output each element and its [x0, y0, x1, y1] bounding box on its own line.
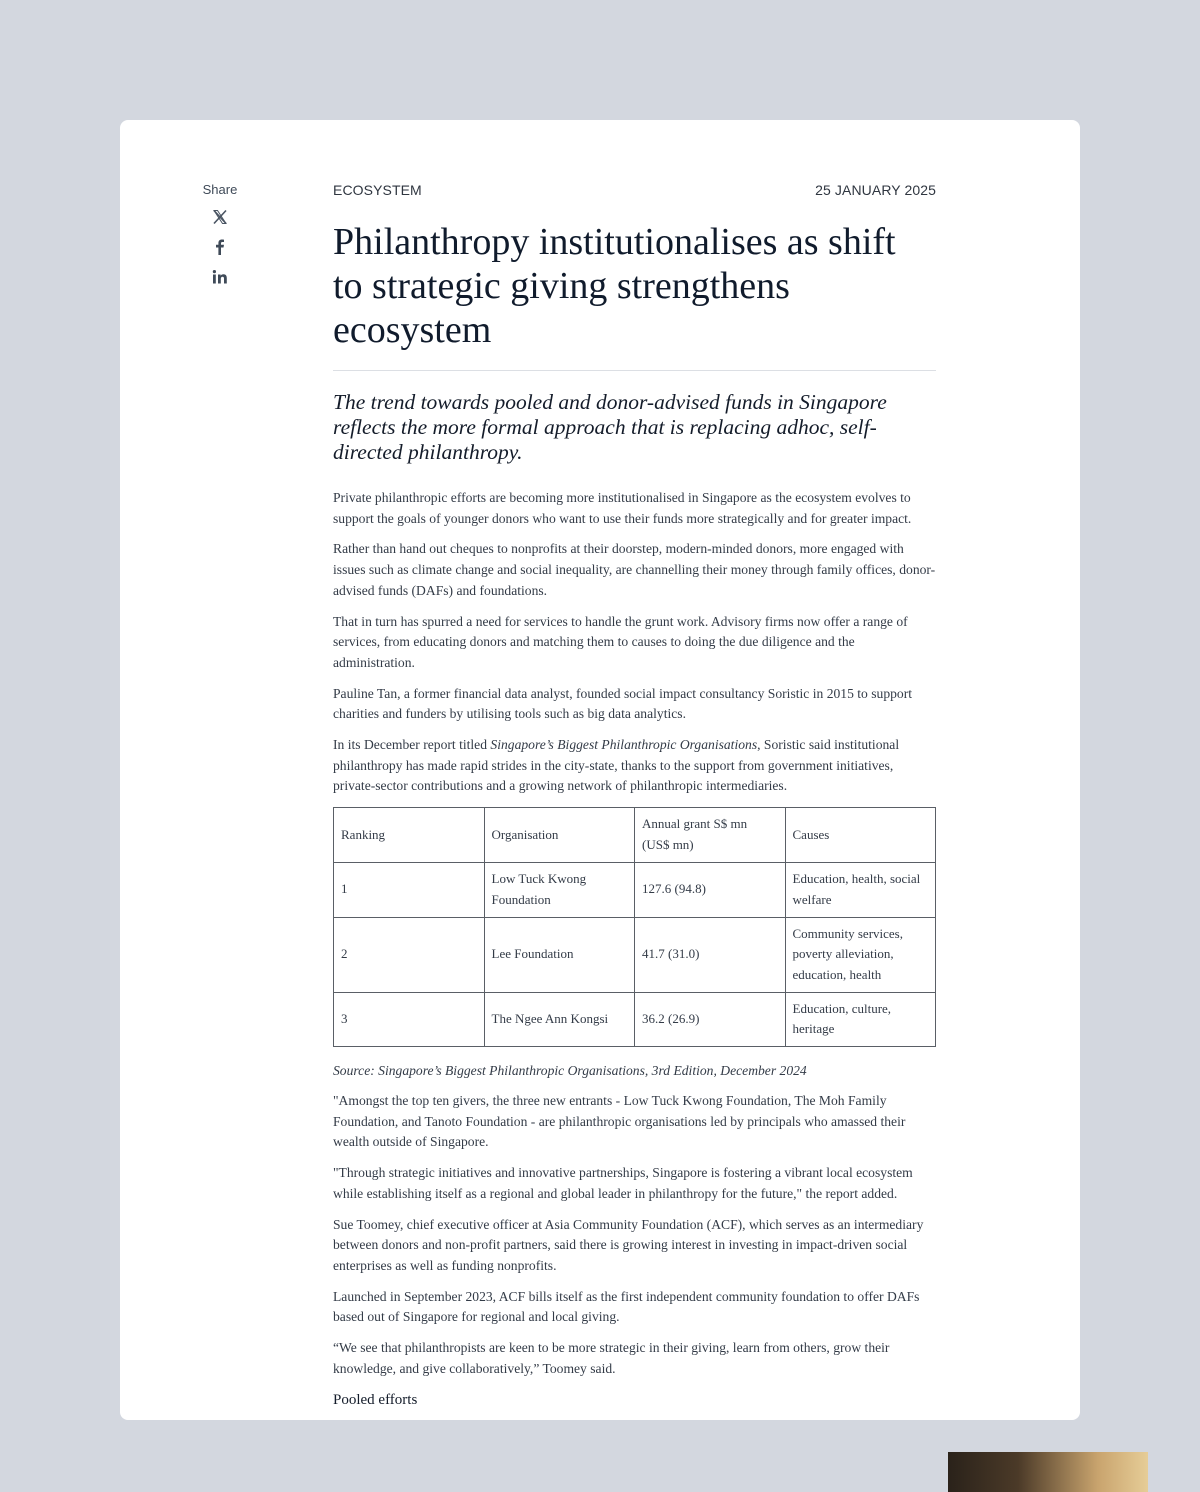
table-row	[334, 917, 936, 992]
share-bar	[180, 182, 260, 297]
report-prefix: In its December report titled	[333, 737, 491, 753]
paragraph: Sue Toomey, chief executive officer at Asia Community Foundation (ACF), which serves as an intermediary between donors and non-profit partners, said there is growing interest in investing in impact-driven social enterprises as well as funding nonprofits.	[333, 1216, 924, 1273]
paragraph: Launched in September 2023, ACF bills itself as the first independent community foundation to offer DAFs based out of Singapore for regional and local giving.	[333, 1288, 920, 1325]
category-label[interactable]: ECOSYSTEM	[333, 182, 422, 198]
title-divider	[333, 370, 936, 371]
paragraph: “We see that philanthropists are keen to be more strategic in their giving, learn from others, grow their knowledge, and give collaboratively,” Toomey said.	[333, 1340, 890, 1376]
paragraph: "Amongst the top ten givers, the three new entrants - Low Tuck Kwong Foundation, The Moh Family Foundation, and Tanoto Foundation - are philanthropic organisations led by principals who amassed their wealth outside of Singapore.	[333, 1093, 906, 1150]
paragraph: Rather than hand out cheques to nonprofits at their doorstep, modern-minded donors, more engaged with issues such as climate change and social inequality, are channelling their money through family offices, donor-advised funds (DAFs) and foundations.	[333, 541, 936, 598]
table-cell: 2	[334, 917, 485, 992]
paragraph: Private philanthropic efforts are becoming more institutionalised in Singapore as the ecosystem evolves to support the goals of younger donors who want to use their funds more strategically and for greater impact.	[333, 490, 912, 526]
article-meta	[333, 182, 936, 198]
paragraph: "Through strategic initiatives and innovative partnerships, Singapore is fostering a vibrant local ecosystem while establishing itself as a regional and global leader in philanthropy for the future," the report added.	[333, 1165, 913, 1201]
report-title: Singapore’s Biggest Philanthropic Organisations	[490, 737, 758, 753]
ranking-table	[333, 807, 936, 1047]
table-cell: 36.2 (26.9)	[635, 992, 786, 1046]
table-cell: The Ngee Ann Kongsi	[484, 992, 635, 1046]
table-header: Annual grant S$ mn (US$ mn)	[635, 808, 786, 863]
paragraph: That in turn has spurred a need for services to handle the grunt work. Advisory firms now offer a range of services, from educating donors and matching them to causes to doing the due diligence and the administration.	[333, 613, 908, 670]
paragraph: Pauline Tan, a former financial data analyst, founded social impact consultancy Soristic in 2015 to support charities and funders by utilising tools such as big data analytics.	[333, 685, 913, 722]
article-lede: The trend towards pooled and donor-advised funds in Singapore reflects the more formal approach that is replacing adhoc, self-directed philanthropy.	[333, 390, 887, 464]
table-cell: 127.6 (94.8)	[635, 863, 786, 917]
table-cell: 1	[334, 863, 485, 917]
table-source: Source: Singapore’s Biggest Philanthropic Organisations, 3rd Edition, December 2024	[333, 1063, 807, 1079]
table-cell: 41.7 (31.0)	[635, 917, 786, 992]
page-title: Philanthropy institutionalises as shift to strategic giving strengthens ecosystem	[333, 221, 896, 351]
table-cell: Education, culture, heritage	[785, 992, 936, 1046]
table-header: Causes	[785, 808, 936, 863]
table-row	[334, 992, 936, 1046]
x-icon[interactable]	[210, 207, 230, 227]
report-paragraph	[333, 735, 936, 797]
table-cell: Lee Foundation	[484, 917, 635, 992]
table-header-row	[334, 808, 936, 863]
linkedin-icon[interactable]	[210, 267, 230, 287]
share-label: Share	[202, 182, 238, 197]
report-suffix: , Soristic said institutional philanthropy has made rapid strides in the city-state, thanks to the support from government initiatives, private-sector contributions and a growing network of philanthropic intermediaries.	[333, 737, 900, 794]
table-cell: 3	[334, 992, 485, 1046]
article-photo	[948, 1452, 1148, 1492]
table-header: Organisation	[484, 808, 635, 863]
facebook-icon[interactable]	[210, 237, 230, 257]
article	[333, 182, 936, 1408]
table-cell: Low Tuck Kwong Foundation	[484, 863, 635, 917]
table-cell: Community services, poverty alleviation, education, health	[785, 917, 936, 992]
section-subheading: Pooled efforts	[333, 1392, 418, 1408]
article-card	[120, 120, 1080, 1420]
table-cell: Education, health, social welfare	[785, 863, 936, 917]
publish-date: 25 JANUARY 2025	[815, 182, 936, 198]
table-row	[334, 863, 936, 917]
table-header: Ranking	[334, 808, 485, 863]
